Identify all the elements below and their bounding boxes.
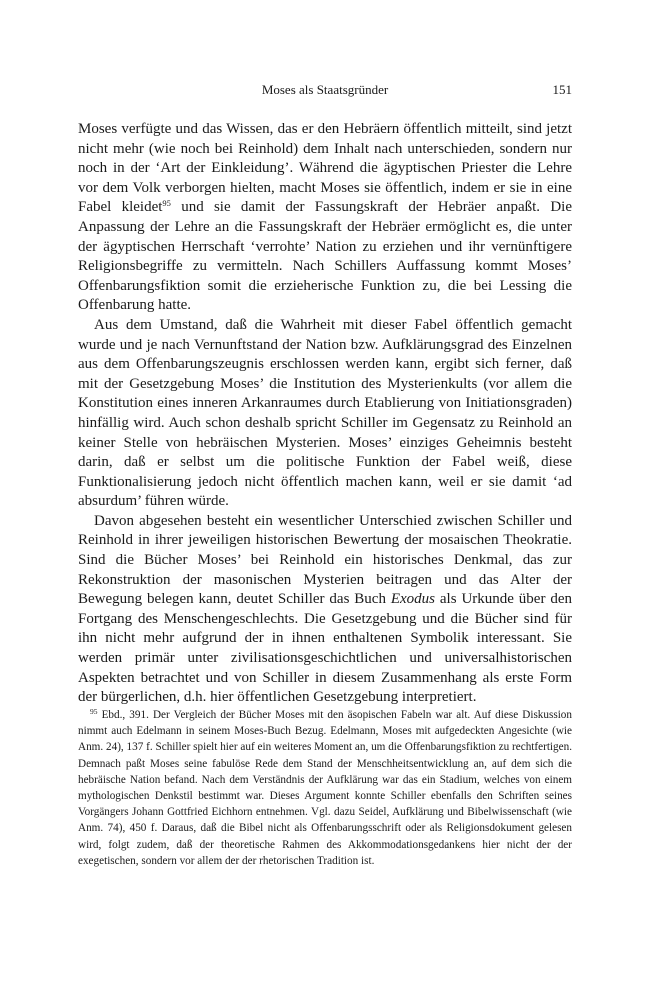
footnote-text: Ebd., 391. Der Vergleich der Bücher Moses mit den äsopischen Fabeln war alt. Auf diese Diskussion nimmt auch Edelmann in seinem Moses-Buch Bezug. Edelmann, Moses mit aufgedeckten Angesichte (wie Anm. 24), 137 f. Schiller spielt hier auf ein weiteres Moment an, um die Offenbarungsfiktion zu rechtfertigen. Demnach paßt Moses seine fabulöse Rede dem Stand der Menschheitsentwicklung an, auf dem sich die hebräische Nation befand. Nach dem Verständnis der Aufklärung war das ein Stadium, welches von einem mythologischen Denkstil bestimmt war. Dieses Argument konnte Schiller ebenfalls den Schriften seines Vorgängers Johann Gottfried Eichhorn entnehmen. Vgl. dazu Seidel, Aufklärung und Bibelwissenschaft (wie Anm. 74), 450 f. Daraus, daß die Bibel nicht als Offenbarungsschrift oder als Religionsdokument gelesen wird, folgt zudem, daß der theoretische Rahmen des Akkommodationsgedankens hier nicht der der exegetischen, sondern vor allem der der rhetorischen Tradition ist. — [78, 709, 572, 867]
footnotes — [78, 707, 572, 869]
running-title: Moses als Staatsgründer — [261, 82, 389, 97]
paragraph-1-text-a: Moses verfügte und das Wissen, das er den Hebräern öffentlich mitteilt, sind jetzt nicht mehr (wie noch bei Reinhold) dem Inhalt nach unterschieden, sondern nur noch in der ‘Art der Einkleidung’. Während die ägyptischen Priester die Lehre vor dem Volk verborgen hielten, macht Moses sie öffentlich, indem er sie in eine Fabel kleidet — [78, 121, 572, 216]
paragraph-3 — [78, 512, 572, 708]
paragraph-2: Aus dem Umstand, daß die Wahrheit mit dieser Fabel öffentlich gemacht wurde und je nach Vernunftstand der Nation bzw. Aufklärungsgrad des Einzelnen aus dem Offenbarungszeugnis erschlossen werden kann, ergibt sich ferner, daß mit der Gesetzgebung Moses’ die Institution des Mysterienkults (vor allem die Konstitution eines inneren Arkanraumes durch Etablierung von Initiationsgraden) hinfällig wird. Auch schon deshalb spricht Schiller im Gegensatz zu Reinhold an keiner Stelle von hebräischen Mysterien. Moses’ einziges Geheimnis besteht darin, daß er selbst um die politische Funktion der Fabel weiß, diese Funktionalisierung jedoch nicht öffentlich machen kann, weil er sie damit ‘ad absurdum’ führen würde. — [78, 316, 572, 510]
footnote-number: 95 — [90, 707, 98, 716]
page-number: 151 — [552, 82, 572, 97]
paragraph-3-text-b: als Urkunde über den Fortgang des Menschengeschlechts. Die Gesetzgebung und die Bücher sind für ihn nicht mehr aufgrund der in ihnen enthaltenen Symbolik interessant. Sie werden primär unter zivilisationsgeschichtlichen und universalhistorischen Aspekten betrachtet und von Schiller in diesem Zusammenhang als erste Form der bürgerlichen, d.h. hier öffentlichen Gesetzgebung interpretiert. — [78, 591, 572, 706]
footnote-reference-95: 95 — [162, 198, 171, 209]
paragraph-1-text-b: und sie damit der Fassungskraft der Hebräer anpaßt. Die Anpassung der Lehre an die Fassungskraft der Hebräer ermöglicht es, die unter der ägyptischen Herrschaft ‘verrohte’ Nation zu erziehen und ihr vernünftigere Religionsbegriffe zu vermitteln. Nach Schillers Auffassung kommt Moses’ Offenbarungsfiktion somit die erzieherische Funktion zu, die bei Lessing die Offenbarung hatte. — [78, 199, 572, 314]
running-head — [78, 82, 572, 100]
main-text — [78, 120, 572, 708]
paragraph-1 — [78, 120, 572, 316]
paragraph-3-text-a: Davon abgesehen besteht ein wesentlicher Unterschied zwischen Schiller und Reinhold in ihrer jeweiligen historischen Bewertung der mosaischen Theokratie. Sind die Bücher Moses’ bei Reinhold ein historisches Denkmal, das zur Rekonstruktion der masonischen Mysterien beitragen und das Alter der Bewegung belegen kann, deutet Schiller das Buch — [78, 512, 572, 608]
footnote-95 — [78, 707, 572, 869]
paragraph-3-italic-title: Exodus — [390, 591, 436, 608]
